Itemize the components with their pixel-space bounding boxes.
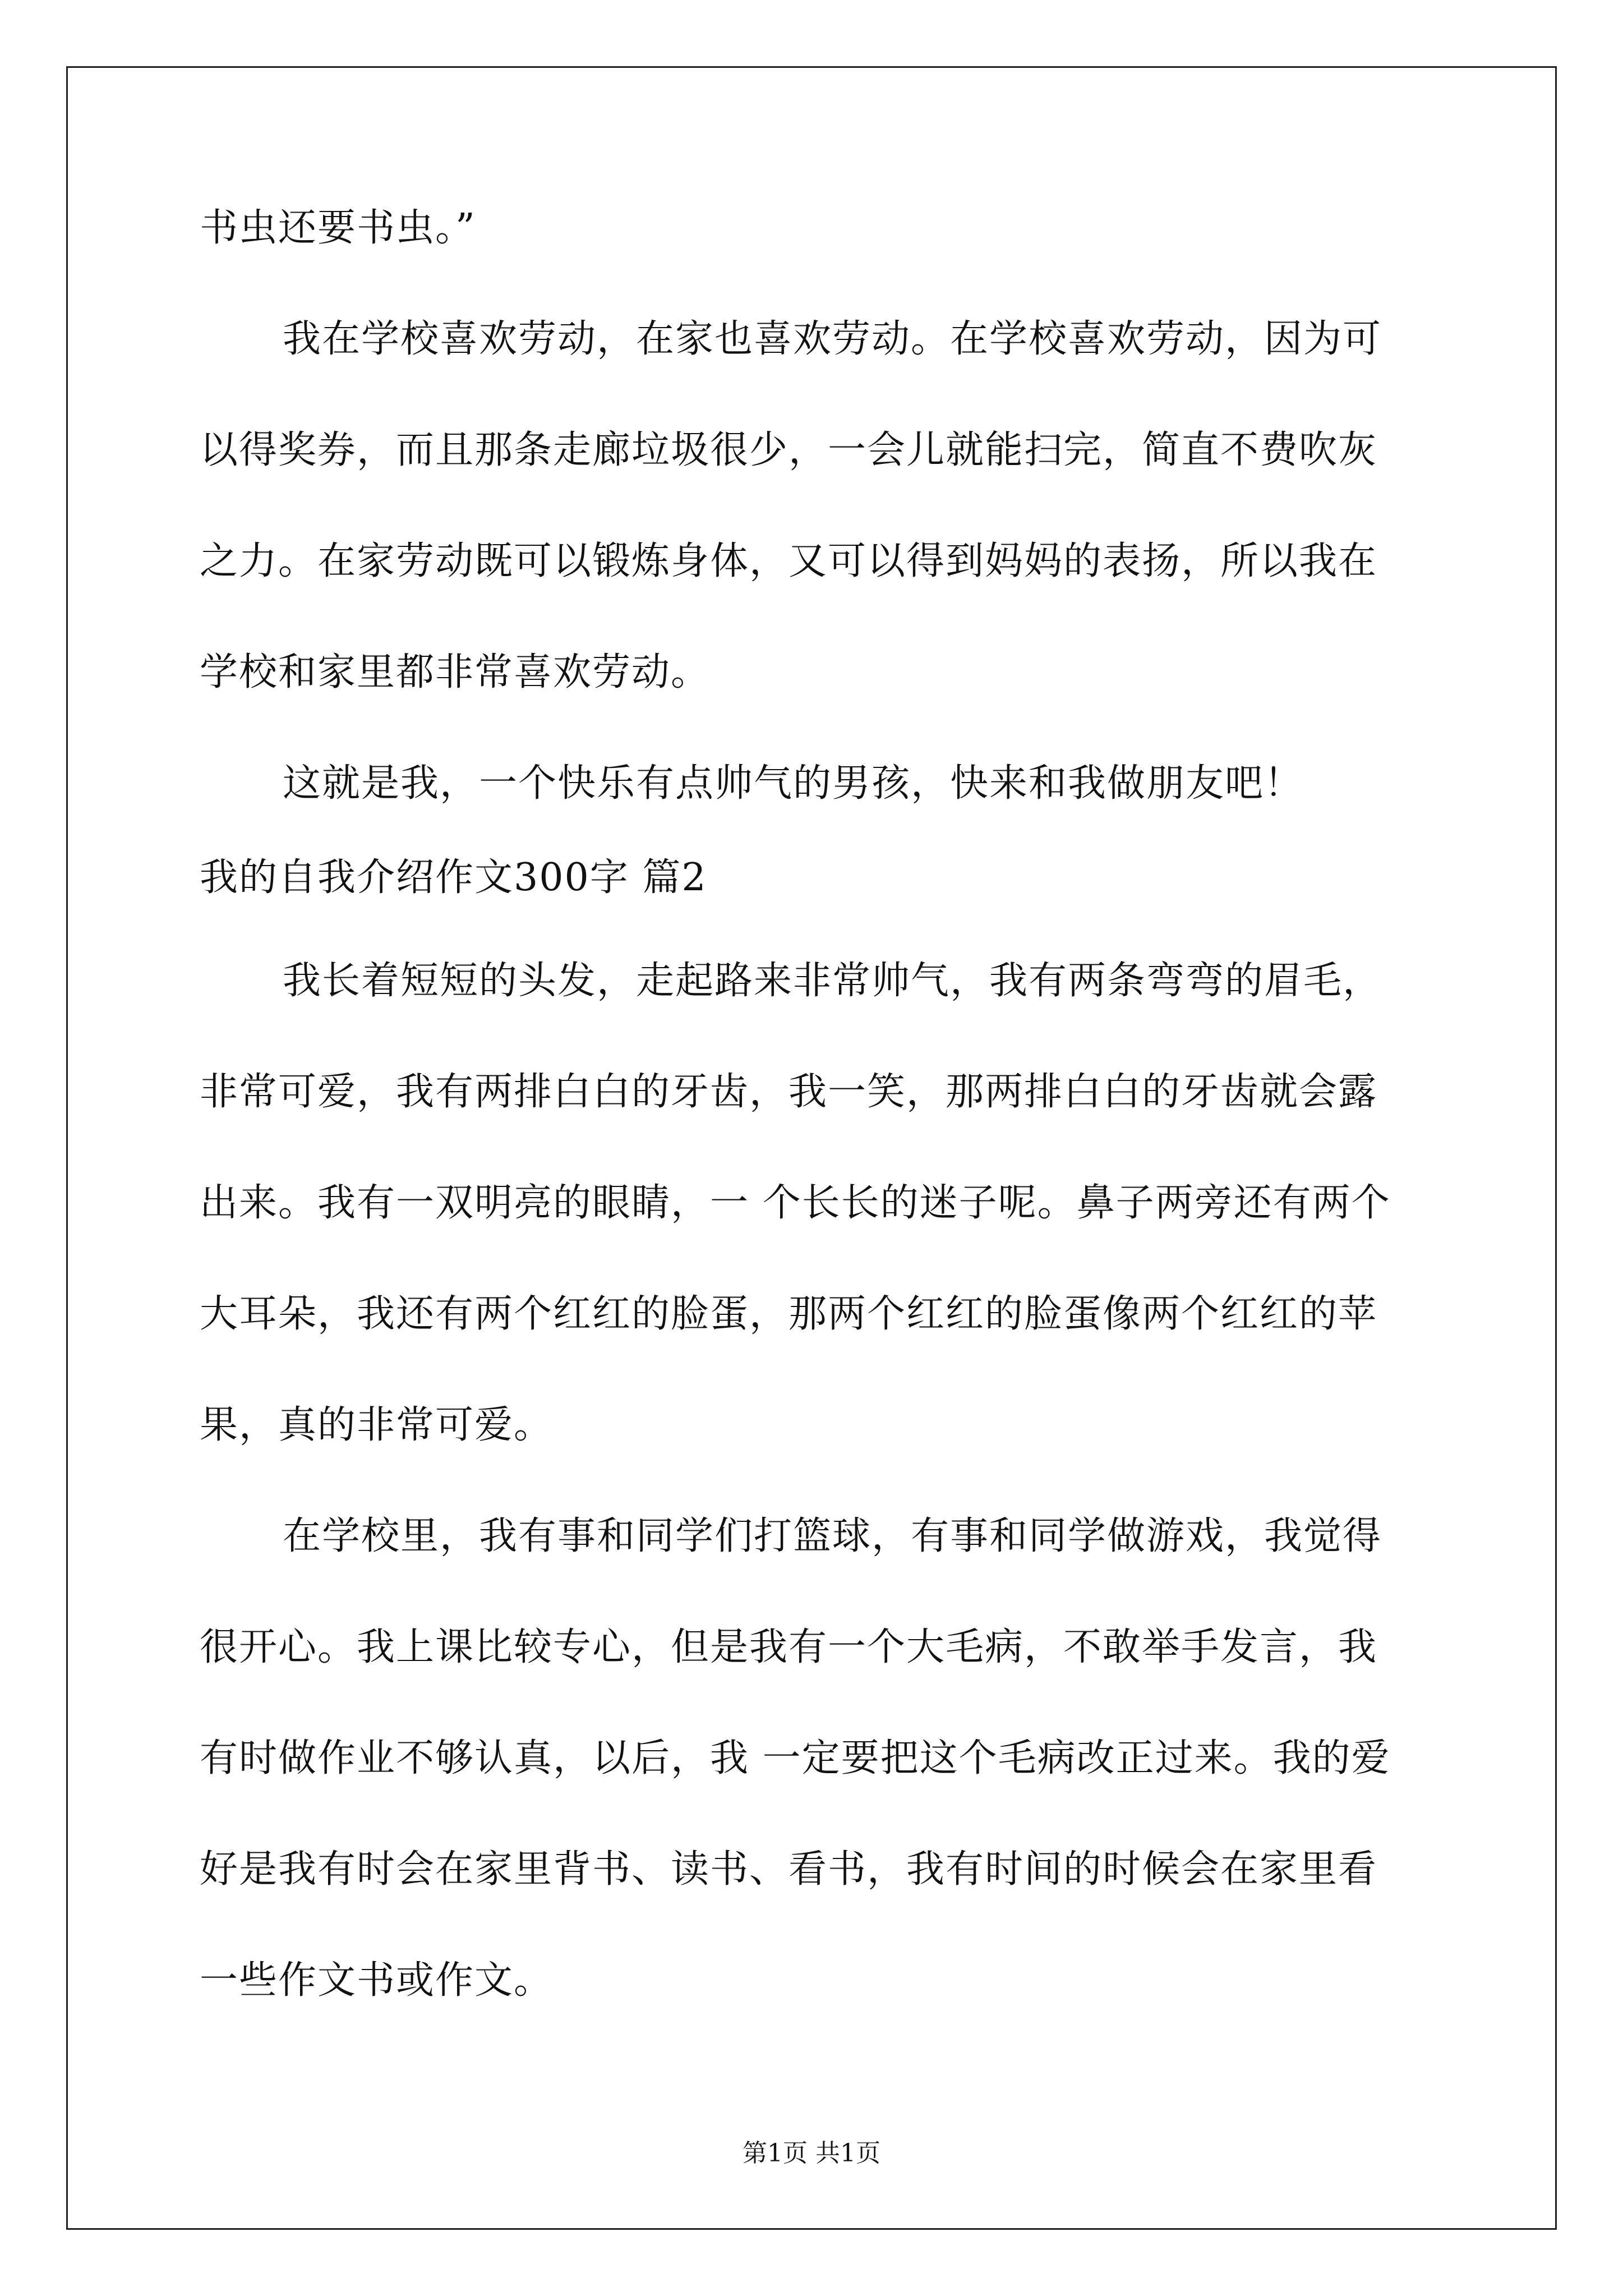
text-line: 一些作文书或作文。	[200, 1958, 554, 2003]
text-line: 果，真的非常可爱。	[200, 1403, 554, 1447]
text-line: 大耳朵，我还有两个红红的脸蛋，那两个红红的脸蛋像两个红红的苹	[200, 1292, 1378, 1336]
section-heading: 我的自我介绍作文300字 篇2	[200, 855, 707, 900]
text-line: 非常可爱，我有两排白白的牙齿，我一笑，那两排白白的牙齿就会露	[200, 1070, 1378, 1114]
page-footer: 第1页 共1页	[743, 2139, 880, 2168]
text-line: 以得奖券，而且那条走廊垃圾很少，一会儿就能扫完，简直不费吹灰	[200, 428, 1378, 472]
text-line: 这就是我，一个快乐有点帅气的男孩，快来和我做朋友吧！	[283, 761, 1304, 806]
text-line: 有时做作业不够认真，以后，我 一定要把这个毛病改正过来。我的爱	[200, 1736, 1391, 1780]
text-line: 好是我有时会在家里背书、读书、看书，我有时间的时候会在家里看	[200, 1847, 1378, 1892]
text-line: 学校和家里都非常喜欢劳动。	[200, 650, 711, 694]
document-body	[200, 206, 1428, 2003]
text-line: 很开心。我上课比较专心，但是我有一个大毛病，不敢举手发言，我	[200, 1625, 1378, 1669]
text-line: 出来。我有一双明亮的眼睛，一 个长长的迷子呢。鼻子两旁还有两个	[200, 1181, 1391, 1225]
text-line: 在学校里，我有事和同学们打篮球，有事和同学做游戏，我觉得	[283, 1514, 1382, 1558]
text-line: 书虫还要书虫。”	[200, 206, 476, 250]
text-line: 我长着短短的头发，走起路来非常帅气，我有两条弯弯的眉毛，	[283, 959, 1382, 1003]
text-line: 之力。在家劳动既可以锻炼身体，又可以得到妈妈的表扬，所以我在	[200, 539, 1378, 583]
text-line: 我在学校喜欢劳动，在家也喜欢劳动。在学校喜欢劳动，因为可	[283, 317, 1382, 361]
